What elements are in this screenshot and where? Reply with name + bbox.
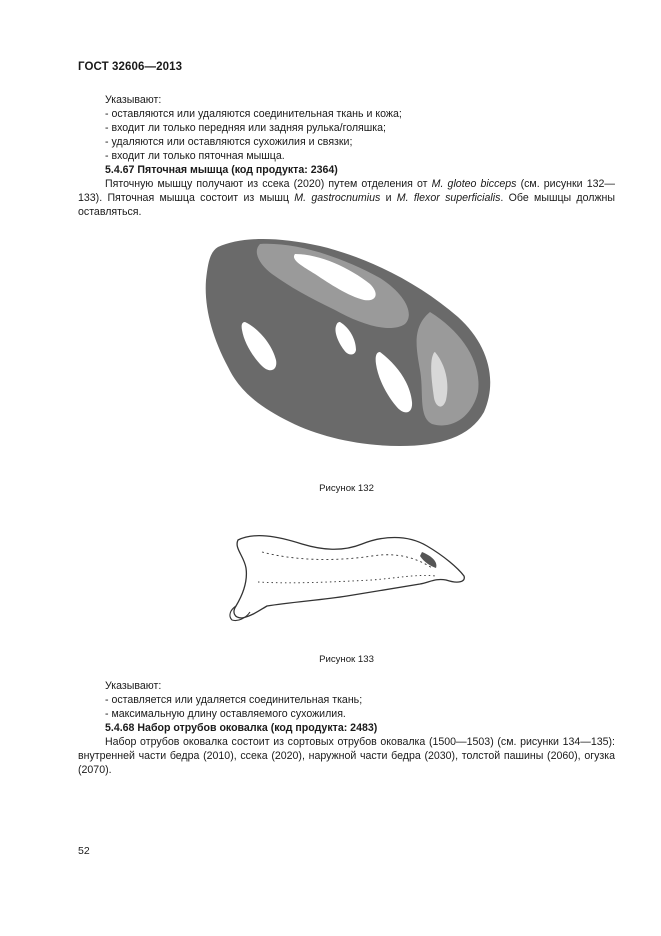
section-indications-1 <box>78 93 615 219</box>
figure-132-image <box>200 232 500 457</box>
muscle-texture <box>262 552 432 568</box>
muscle-outline <box>234 536 464 618</box>
paragraph-round-cuts: Набор отрубов оковалка состоит из сортовых отрубов оковалка (1500—1503) (см. рисунки 134—135): внутренней части бедра (2010), ссека (2020), наружной части бедра (2030), толстой пашины (2060), огузка (2070). <box>78 736 615 776</box>
section-indications-2 <box>78 679 615 777</box>
figure-133-caption: Рисунок 133 <box>319 654 374 665</box>
text-run: и <box>380 192 397 204</box>
text-run: . Обе мышцы должны оставляться. <box>78 192 616 218</box>
list-item: - удаляются или оставляются сухожилия и связки; <box>105 136 353 148</box>
tendon-end <box>420 552 436 568</box>
page-number: 52 <box>78 845 90 857</box>
list-item: - максимальную длину оставляемого сухожилия. <box>105 708 346 720</box>
latin-term: M. flexor superficialis <box>396 192 501 204</box>
list-item: - входит ли только пяточная мышца. <box>105 150 285 162</box>
indications-intro: Указывают: <box>105 94 162 106</box>
section-heading-5-4-68: 5.4.68 Набор отрубов оковалка (код продукта: 2483) <box>105 722 378 734</box>
figure-132-caption: Рисунок 132 <box>319 483 374 494</box>
section-heading-5-4-67: 5.4.67 Пяточная мышца (код продукта: 2364) <box>105 164 338 176</box>
document-header: ГОСТ 32606—2013 <box>78 61 183 73</box>
list-item: - входит ли только передняя или задняя рулька/голяшка; <box>105 122 386 134</box>
paragraph-heel-muscle <box>78 177 615 219</box>
text-run: Пяточную мышцу получают из ссека (2020) путем отделения от <box>105 178 432 190</box>
indications-intro: Указывают: <box>105 680 162 692</box>
text-run: (см. рисунки 132—133). Пяточная мышца состоит из мышц <box>78 178 615 204</box>
list-item: - оставляются или удаляются соединительная ткань и кожа; <box>105 108 402 120</box>
latin-term: M. gloteo bicceps <box>431 178 517 190</box>
muscle-texture <box>258 575 436 582</box>
figure-133-image <box>222 522 468 626</box>
list-item: - оставляется или удаляется соединительная ткань; <box>105 694 363 706</box>
latin-term: M. gastrocnumius <box>294 192 381 204</box>
